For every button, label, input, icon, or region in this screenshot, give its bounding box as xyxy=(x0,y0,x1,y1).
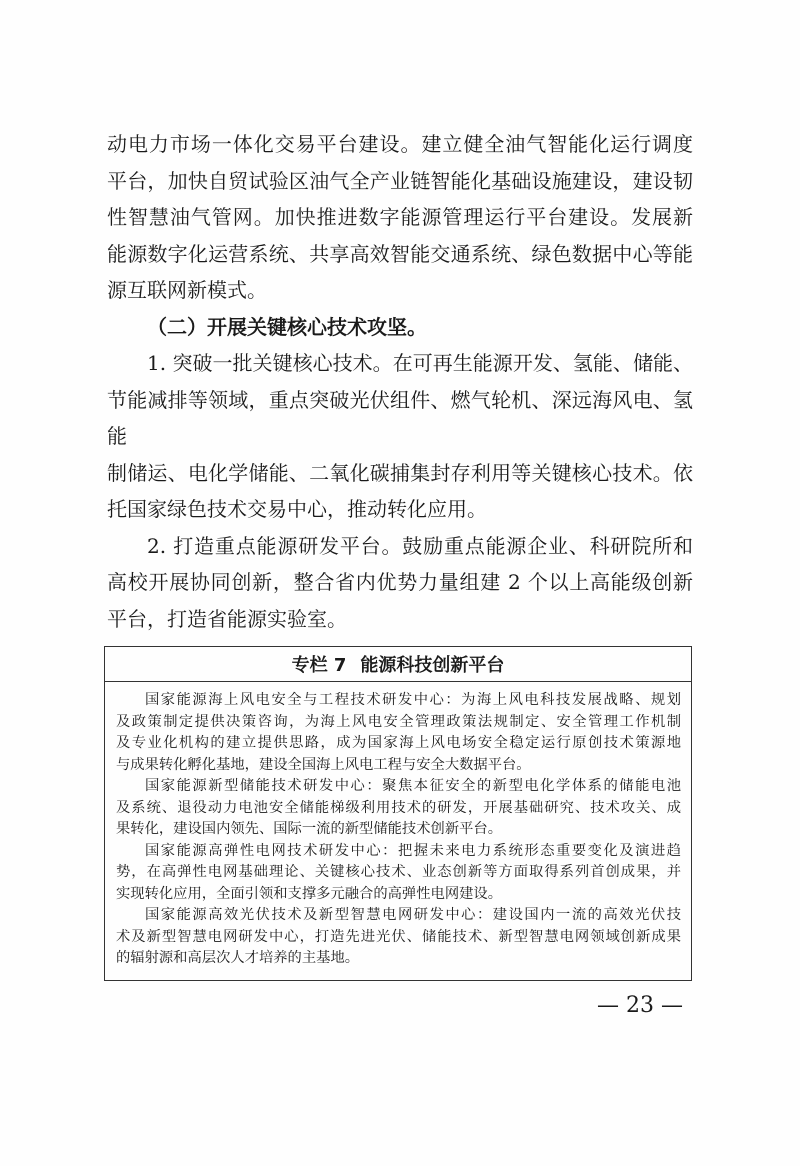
paragraph-line: 1. 突破一批关键核心技术。在可再生能源开发、氢能、储能、 xyxy=(147,351,693,375)
box-title xyxy=(105,647,691,682)
paragraph-line: 平台，打造省能源实验室。 xyxy=(107,606,347,631)
box-item-line: 及系统、退役动力电池安全储能梯级利用技术的研发，开展基础研究、技术攻关、成 xyxy=(116,799,681,816)
box-item-line: 国家能源高弹性电网技术研发中心：把握未来电力系统形态重要变化及演进趋 xyxy=(145,842,681,859)
box-item-line: 及政策制定提供决策咨询，为海上风电安全管理政策法规制定、安全管理工作机制 xyxy=(116,713,681,730)
paragraph-line: 性智慧油气管网。加快推进数字能源管理运行平台建设。发展新 xyxy=(107,205,693,229)
box-item-line: 实现转化应用，全面引领和支撑多元融合的高弹性电网建设。 xyxy=(116,885,503,902)
box-body xyxy=(105,682,691,970)
page-number: — 23 — xyxy=(597,993,683,1018)
paragraph-line: 源互联网新模式。 xyxy=(107,278,267,302)
box-item-line: 国家能源高效光伏技术及新型智慧电网研发中心：建设国内一流的高效光伏技 xyxy=(145,907,681,923)
box-title-text: 能源科技创新平台 xyxy=(360,655,505,676)
box-item-line: 果转化，建设国内领先、国际一流的新型储能技术创新平台。 xyxy=(116,821,503,837)
box-item-line: 与成果转化孵化基地，建设全国海上风电工程与安全大数据平台。 xyxy=(116,756,531,773)
paragraph-line: 高校开展协同创新，整合省内优势力量组建 2 个以上高能级创新 xyxy=(107,570,693,594)
box-item-line: 国家能源新型储能技术研发中心：聚焦本征安全的新型电化学体系的储能电池 xyxy=(145,778,681,794)
paragraph-line: 2. 打造重点能源研发平台。鼓励重点能源企业、科研院所和 xyxy=(147,533,693,558)
box-item-line: 的辐射源和高层次人才培养的主基地。 xyxy=(116,950,360,966)
box-item-line: 势，在高弹性电网基础理论、关键核心技术、业态创新等方面取得系列首创成果，并 xyxy=(116,864,681,880)
body-text xyxy=(107,126,693,637)
paragraph-line: 能源数字化运营系统、共享高效智能交通系统、绿色数据中心等能 xyxy=(107,241,693,266)
paragraph-line: 托国家绿色技术交易中心，推动转化应用。 xyxy=(107,497,487,521)
paragraph-line: 节能减排等领域，重点突破光伏组件、燃气轮机、深远海风电、氢能 xyxy=(107,387,693,448)
paragraph-line: 平台，加快自贸试验区油气全产业链智能化基础设施建设，建设韧 xyxy=(107,168,693,193)
paragraph-line: 动电力市场一体化交易平台建设。建立健全油气智能化运行调度 xyxy=(107,132,693,156)
section-heading: （二）开展关键核心技术攻坚。 xyxy=(147,314,427,339)
box-item-line: 术及新型智慧电网研发中心，打造先进光伏、储能技术、新型智慧电网领域创新成果 xyxy=(116,928,681,945)
feature-box xyxy=(104,646,692,981)
box-item-line: 及专业化机构的建立提供思路，成为国家海上风电场安全稳定运行原创技术策源地 xyxy=(116,735,681,751)
box-title-number: 专栏 7 xyxy=(291,655,347,676)
box-item-line: 国家能源海上风电安全与工程技术研发中心：为海上风电科技发展战略、规划 xyxy=(145,692,681,708)
paragraph-line: 制储运、电化学储能、二氧化碳捕集封存利用等关键核心技术。依 xyxy=(107,460,693,485)
